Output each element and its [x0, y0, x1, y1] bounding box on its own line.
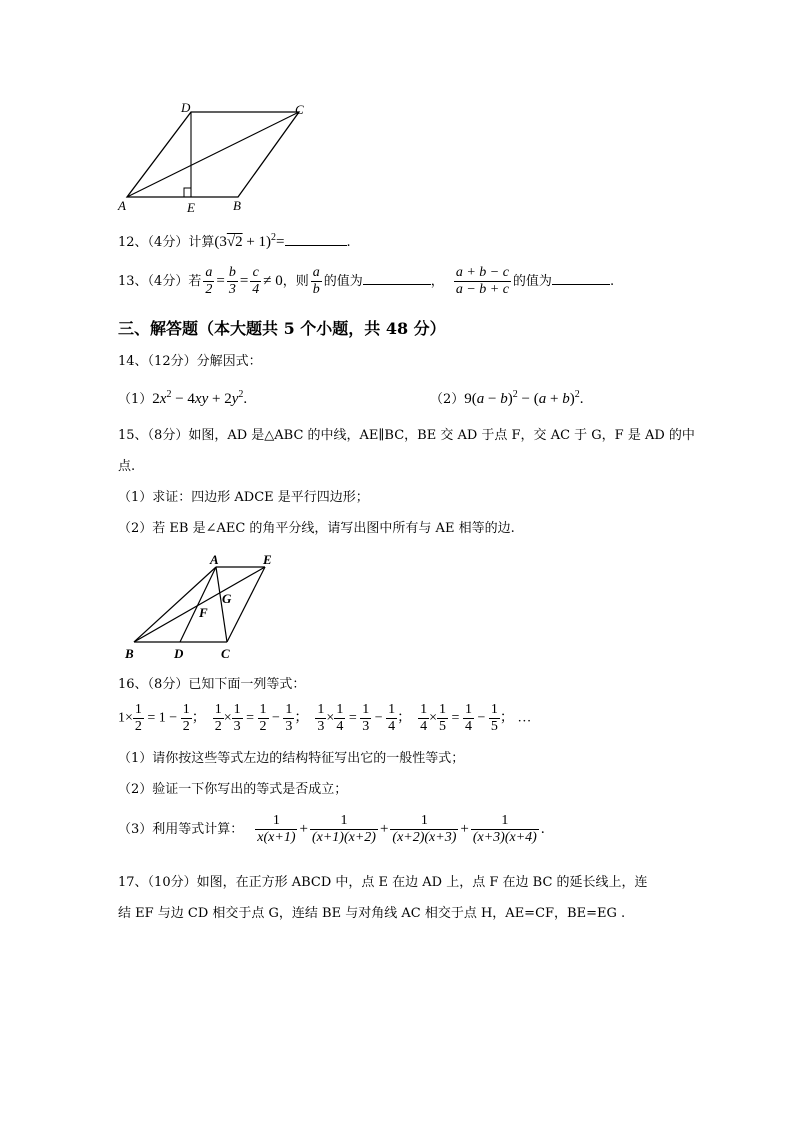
question-17	[118, 876, 648, 889]
question-16	[118, 678, 305, 691]
question-14	[118, 355, 262, 368]
q15-sub-1: （1）求证：四边形 ADCE 是平行四边形；	[118, 490, 369, 505]
q12-expression: $(3√2 + 1)^2$	[214, 232, 277, 250]
label-g: G	[222, 591, 232, 606]
label-c: C	[221, 646, 230, 661]
q13-text2: ，则	[282, 274, 309, 289]
label-d: D	[181, 100, 191, 115]
fraction-b-3: $\frac{b}{3}$	[228, 265, 236, 297]
section-3-heading: 三、解答题（本大题共 5 个小题，共 48 分）	[118, 319, 446, 338]
question-15	[118, 429, 695, 442]
diagonal-ac	[127, 112, 299, 197]
q16-sub3-label: （3）利用等式计算：	[118, 822, 244, 837]
q17-text-cont: 结 EF 与边 CD 相交于点 G，连结 BE 与对角线 AC 相交于点 H，AE=CF，BE=EG .	[118, 906, 626, 921]
q14-text: 分解因式：	[196, 354, 262, 369]
label-a: A	[118, 198, 126, 213]
q16-frac-1: $\frac{1}{x(x+1)}$	[257, 813, 296, 845]
segment-ad	[180, 567, 216, 642]
label-e: E	[187, 200, 195, 215]
label-d: D	[174, 646, 184, 661]
label-c: C	[295, 102, 304, 117]
q16-frac-2: $\frac{1}{(x+1)(x+2)}$	[311, 813, 376, 845]
q15-sub-2: （2）若 EB 是∠AEC 的角平分线，请写出图中所有与 AE 相等的边.	[118, 521, 515, 536]
q14-part-2	[430, 390, 583, 407]
q13-num: 13、	[118, 274, 148, 289]
q13-text1: 若	[188, 274, 202, 289]
q16-frac-4: $\frac{1}{(x+3)(x+4)}$	[472, 813, 537, 845]
q13-end: .	[609, 274, 615, 289]
q17-num: 17、	[118, 875, 148, 890]
q12-answer-blank[interactable]	[285, 245, 347, 246]
fraction-a-b: $\frac{a}{b}$	[312, 265, 320, 297]
q17-score: （10分）	[147, 875, 197, 890]
q16-sub-2: （2）验证一下你写出的等式是否成立；	[118, 782, 348, 797]
q14-p2-label: （2）	[430, 392, 465, 407]
q16-score: （8分）	[147, 677, 189, 692]
q13-answer-blank-2[interactable]	[552, 284, 610, 285]
label-e: E	[263, 552, 272, 567]
q13-neq: ≠ 0	[263, 273, 283, 289]
q13-answer-blank-1[interactable]	[363, 284, 431, 285]
q14-score: （12分）	[147, 354, 197, 369]
label-b: B	[125, 646, 134, 661]
q14-p1-label: （1）	[118, 392, 153, 407]
q12-text: 计算	[188, 235, 215, 250]
q12-end: .	[346, 235, 351, 250]
q15-text-cont: 点.	[118, 459, 136, 474]
q12-num: 12、	[118, 235, 148, 250]
q14-p2-expression: $9(a - b)^2 - (a + b)^2$.	[464, 389, 584, 407]
q16-num: 16、	[118, 677, 148, 692]
right-angle-mark	[184, 188, 191, 197]
q14-num: 14、	[118, 354, 148, 369]
fraction-abc: $\frac{a + b - c}{a - b + c}$	[455, 265, 509, 297]
label-f: F	[199, 605, 208, 620]
q12-score: （4分）	[147, 235, 189, 250]
q14-part-1	[118, 390, 247, 407]
q15-num: 15、	[118, 428, 148, 443]
triangle-figure	[115, 550, 285, 665]
q13-score: （4分）	[147, 274, 189, 289]
fraction-a-2: $\frac{a}{2}$	[205, 265, 213, 297]
q16-sub-3: （3）利用等式计算： $\frac{1}{x(x+1)}$ + $\frac{1}{(x+1)(x+2)}$ + $\frac{1}{(x+2)(x+3)}$ + $\frac{1}{(x+3)(x+4)}$ .	[118, 813, 545, 845]
fraction-c-4: $\frac{c}{4}$	[252, 265, 260, 297]
q16-ellipsis: …	[517, 710, 532, 726]
q13-text4: 的值为	[512, 274, 552, 289]
label-b: B	[233, 198, 241, 213]
q16-sub-1: （1）请你按这些等式左边的结构特征写出它的一般性等式；	[118, 751, 465, 766]
q17-text: 如图，在正方形 ABCD 中，点 E 在边 AD 上，点 F 在边 BC 的延长线上，连	[196, 875, 648, 890]
q13-text3: 的值为	[323, 274, 363, 289]
label-a: A	[210, 552, 219, 567]
question-13: 13、（4分）若 $\frac{a}{2}$ = $\frac{b}{3}$ = $\frac{c}{4}$ ≠ 0，则 $\frac{a}{b}$ 的值为 ， $\frac{a + b - c}{a - b + c}$ 的值为 .	[118, 265, 615, 297]
q16-frac-3: $\frac{1}{(x+2)(x+3)}$	[392, 813, 457, 845]
q12-equals: =	[276, 234, 285, 250]
q16-equation-list: 1× $\frac{1}{2}$ = 1 − $\frac{1}{2}$ ； $\frac{1}{2}$ × $\frac{1}{3}$ = $\frac{1}{2}$ − $\frac{1}{3}$ ； $\frac{1}{3}$ × $\frac{1}{4}$ = $\frac{1}{3}$ − $\frac{1}{4}$ ； $\frac{1}{4}$ × $\frac{1}{5}$ = $\frac{1}{4}$ − $\frac{1}{5}$ ； …	[118, 702, 532, 734]
question-12	[118, 233, 351, 250]
q15-score: （8分）	[147, 428, 189, 443]
q16-text: 已知下面一列等式：	[188, 677, 306, 692]
q15-text: 如图，AD 是△ABC 的中线，AE∥BC，BE 交 AD 于点 F，交 AC 于 G，F 是 AD 的中	[188, 428, 695, 443]
parallelogram-figure	[115, 100, 315, 215]
q14-p1-expression: $2x^2 - 4xy + 2y^2$.	[152, 389, 248, 407]
q13-comma: ，	[430, 274, 444, 289]
